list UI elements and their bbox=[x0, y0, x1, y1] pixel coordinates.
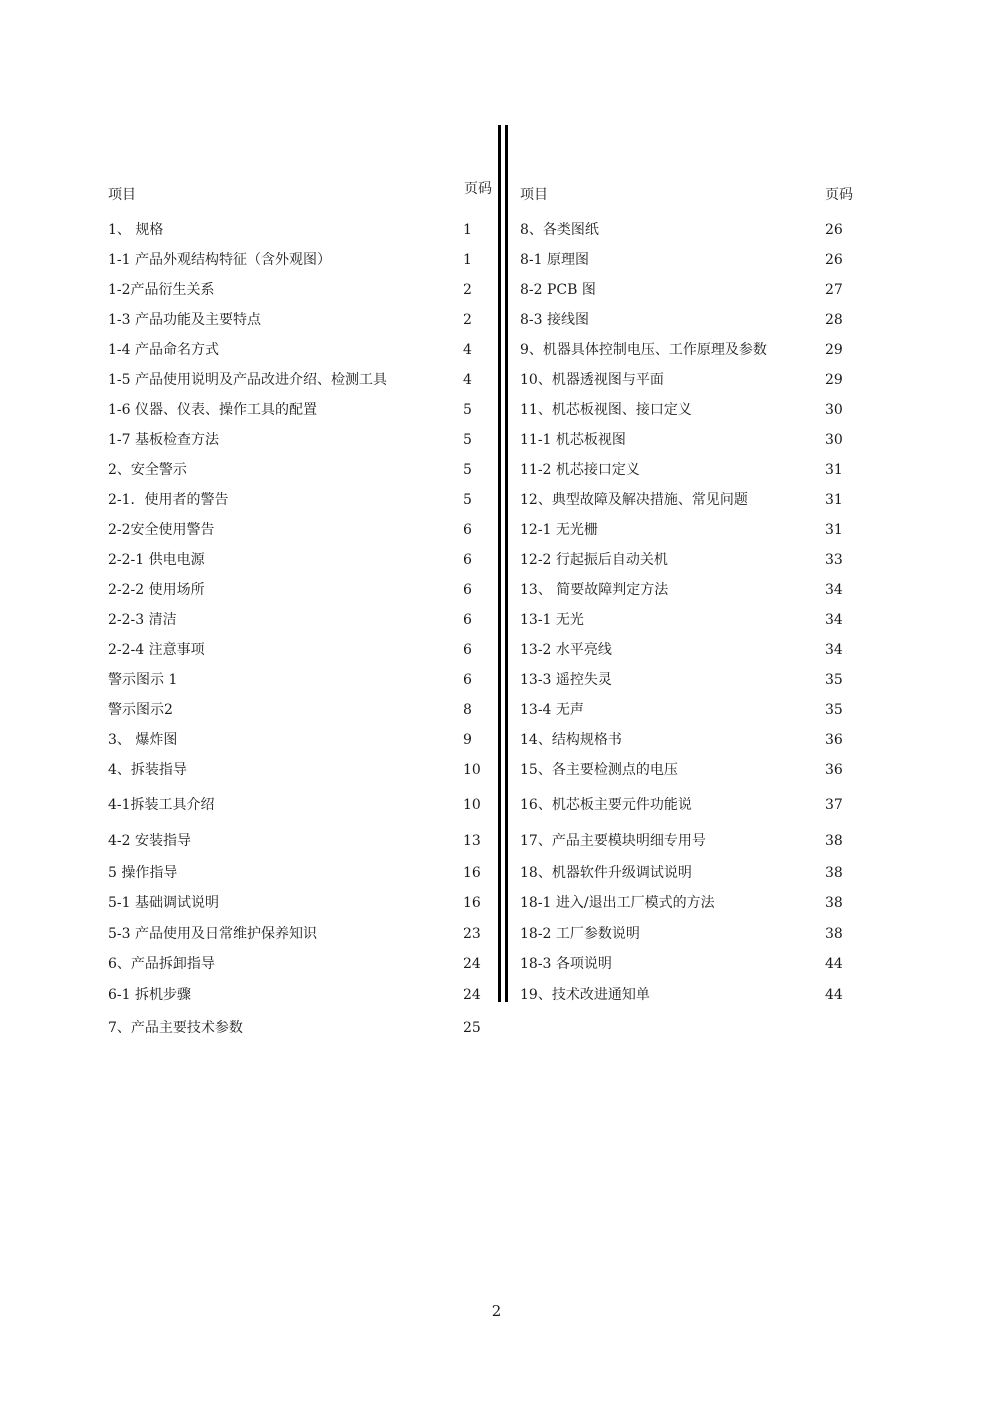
toc-entry-page: 6 bbox=[463, 552, 472, 568]
toc-entry-label: 13、 简要故障判定方法 bbox=[520, 582, 669, 598]
toc-entry-label: 11、机芯板视图、接口定义 bbox=[520, 402, 692, 418]
toc-entry bbox=[108, 369, 500, 391]
toc-entry-label: 2-1．使用者的警告 bbox=[108, 492, 229, 508]
toc-entry bbox=[520, 459, 860, 481]
toc-entry-page: 25 bbox=[463, 1020, 481, 1036]
toc-entry bbox=[108, 429, 500, 451]
toc-entry-page: 16 bbox=[463, 865, 481, 881]
toc-entry bbox=[520, 669, 860, 691]
toc-entry-page: 5 bbox=[463, 492, 472, 508]
toc-entry-page: 27 bbox=[825, 282, 843, 298]
toc-entry bbox=[108, 794, 500, 816]
toc-entry bbox=[520, 984, 860, 1006]
toc-entry-label: 2-2-4 注意事项 bbox=[108, 642, 205, 658]
toc-entry-label: 2-2-1 供电电源 bbox=[108, 552, 205, 568]
toc-entry bbox=[520, 339, 860, 361]
toc-entry-page: 5 bbox=[463, 462, 472, 478]
toc-entry-page: 38 bbox=[825, 865, 843, 881]
toc-entry-label: 8-1 原理图 bbox=[520, 252, 589, 268]
item-header: 项目 bbox=[108, 187, 136, 203]
toc-entry-label: 4、拆装指导 bbox=[108, 762, 187, 778]
toc-entry-label: 7、产品主要技术参数 bbox=[108, 1020, 243, 1036]
toc-entry bbox=[520, 519, 860, 541]
page-number: 2 bbox=[491, 1302, 502, 1320]
toc-entry-label: 1-4 产品命名方式 bbox=[108, 342, 219, 358]
toc-entry bbox=[108, 892, 500, 914]
toc-entry-page: 2 bbox=[463, 312, 472, 328]
toc-entry bbox=[108, 459, 500, 481]
toc-entry-page: 6 bbox=[463, 642, 472, 658]
toc-entry-label: 18-1 进入/退出工厂模式的方法 bbox=[520, 895, 715, 911]
toc-entry bbox=[108, 279, 500, 301]
toc-entry-page: 9 bbox=[463, 732, 472, 748]
toc-entry-page: 30 bbox=[825, 402, 843, 418]
toc-entry bbox=[108, 953, 500, 975]
toc-entry-page: 31 bbox=[825, 492, 843, 508]
toc-entry-label: 8、各类图纸 bbox=[520, 222, 599, 238]
toc-entry-label: 1-3 产品功能及主要特点 bbox=[108, 312, 261, 328]
toc-entry-label: 4-2 安装指导 bbox=[108, 833, 191, 849]
toc-entry bbox=[108, 309, 500, 331]
toc-entry-page: 34 bbox=[825, 642, 843, 658]
toc-entry-page: 44 bbox=[825, 987, 843, 1003]
toc-entry-label: 19、技术改进通知单 bbox=[520, 987, 650, 1003]
toc-entry-page: 34 bbox=[825, 582, 843, 598]
toc-entry-page: 31 bbox=[825, 522, 843, 538]
toc-entry-page: 24 bbox=[463, 956, 481, 972]
toc-entry bbox=[520, 862, 860, 884]
toc-entry-label: 18、机器软件升级调试说明 bbox=[520, 865, 692, 881]
toc-entry-label: 13-2 水平亮线 bbox=[520, 642, 612, 658]
toc-entry-page: 13 bbox=[463, 833, 481, 849]
toc-entry-label: 13-4 无声 bbox=[520, 702, 584, 718]
toc-entry-page: 10 bbox=[463, 762, 481, 778]
page-header: 页码 bbox=[825, 187, 853, 203]
toc-entry-page: 4 bbox=[463, 372, 472, 388]
toc-entry bbox=[520, 549, 860, 571]
toc-entry-page: 44 bbox=[825, 956, 843, 972]
toc-entry bbox=[108, 862, 500, 884]
toc-entry bbox=[108, 984, 500, 1006]
toc-header bbox=[520, 184, 860, 206]
toc-entry-label: 2-2-2 使用场所 bbox=[108, 582, 205, 598]
toc-entry bbox=[520, 639, 860, 661]
toc-entry-page: 37 bbox=[825, 797, 843, 813]
toc-entry-page: 6 bbox=[463, 612, 472, 628]
toc-entry-label: 9、机器具体控制电压、工作原理及参数 bbox=[520, 342, 767, 358]
toc-entry bbox=[108, 699, 500, 721]
toc-entry-page: 16 bbox=[463, 895, 481, 911]
toc-entry-label: 警示图示 1 bbox=[108, 672, 178, 688]
toc-entry bbox=[520, 489, 860, 511]
toc-entry bbox=[520, 399, 860, 421]
toc-entry-label: 18-2 工厂参数说明 bbox=[520, 926, 640, 942]
item-header: 项目 bbox=[520, 187, 548, 203]
toc-entry-page: 6 bbox=[463, 582, 472, 598]
toc-entry-label: 2-2-3 清洁 bbox=[108, 612, 177, 628]
toc-entry-label: 17、产品主要模块明细专用号 bbox=[520, 833, 706, 849]
toc-entry bbox=[108, 729, 500, 751]
toc-entry-page: 30 bbox=[825, 432, 843, 448]
toc-entry bbox=[108, 549, 500, 571]
divider-line-right bbox=[505, 125, 508, 1002]
toc-entry-label: 13-1 无光 bbox=[520, 612, 584, 628]
toc-entry-label: 15、各主要检测点的电压 bbox=[520, 762, 678, 778]
toc-entry bbox=[520, 249, 860, 271]
toc-entry-page: 2 bbox=[463, 282, 472, 298]
toc-entry bbox=[520, 923, 860, 945]
toc-entry bbox=[108, 399, 500, 421]
toc-entry-page: 26 bbox=[825, 222, 843, 238]
toc-entry bbox=[520, 429, 860, 451]
toc-entry-label: 1-6 仪器、仪表、操作工具的配置 bbox=[108, 402, 317, 418]
toc-entry-page: 6 bbox=[463, 672, 472, 688]
toc-entry-label: 12-2 行起振后自动关机 bbox=[520, 552, 668, 568]
toc-entry-page: 5 bbox=[463, 402, 472, 418]
toc-entry-page: 24 bbox=[463, 987, 481, 1003]
toc-entry bbox=[520, 219, 860, 241]
toc-entry bbox=[520, 729, 860, 751]
toc-entry-label: 1、 规格 bbox=[108, 222, 164, 238]
toc-entry-label: 12-1 无光栅 bbox=[520, 522, 598, 538]
toc-entry-label: 12、典型故障及解决措施、常见问题 bbox=[520, 492, 748, 508]
toc-entry-label: 11-1 机芯板视图 bbox=[520, 432, 626, 448]
toc-entry-label: 18-3 各项说明 bbox=[520, 956, 612, 972]
toc-entry-page: 26 bbox=[825, 252, 843, 268]
toc-entry-label: 2-2安全使用警告 bbox=[108, 522, 215, 538]
toc-entry-page: 33 bbox=[825, 552, 843, 568]
toc-entry bbox=[108, 759, 500, 781]
toc-entry-page: 35 bbox=[825, 702, 843, 718]
toc-entry-page: 36 bbox=[825, 762, 843, 778]
toc-entry-label: 1-5 产品使用说明及产品改进介绍、检测工具 bbox=[108, 372, 387, 388]
toc-entry-page: 5 bbox=[463, 432, 472, 448]
toc-header bbox=[108, 181, 500, 206]
toc-entry bbox=[108, 669, 500, 691]
toc-entry-label: 5 操作指导 bbox=[108, 865, 178, 881]
toc-entry-page: 35 bbox=[825, 672, 843, 688]
toc-entry bbox=[108, 339, 500, 361]
toc-entry-page: 36 bbox=[825, 732, 843, 748]
toc-entry-page: 1 bbox=[463, 252, 472, 268]
toc-entry-label: 8-3 接线图 bbox=[520, 312, 589, 328]
toc-entry-label: 5-1 基础调试说明 bbox=[108, 895, 219, 911]
toc-entry-label: 1-1 产品外观结构特征（含外观图） bbox=[108, 252, 331, 268]
toc-entry-label: 14、结构规格书 bbox=[520, 732, 622, 748]
toc-entry-page: 8 bbox=[463, 702, 472, 718]
toc-entry bbox=[520, 953, 860, 975]
toc-entry-page: 29 bbox=[825, 372, 843, 388]
toc-entry bbox=[108, 219, 500, 241]
toc-entry-page: 10 bbox=[463, 797, 481, 813]
toc-entry bbox=[108, 1017, 500, 1039]
toc-entry-label: 3、 爆炸图 bbox=[108, 732, 178, 748]
toc-entry-label: 2、安全警示 bbox=[108, 462, 187, 478]
toc-entry-label: 8-2 PCB 图 bbox=[520, 282, 596, 298]
page-header: 页码 bbox=[464, 181, 492, 197]
toc-entry bbox=[108, 923, 500, 945]
toc-entry-page: 4 bbox=[463, 342, 472, 358]
toc-entry-label: 5-3 产品使用及日常维护保养知识 bbox=[108, 926, 317, 942]
toc-entry-page: 23 bbox=[463, 926, 481, 942]
toc-entry-page: 28 bbox=[825, 312, 843, 328]
toc-entry bbox=[108, 579, 500, 601]
toc-entry-label: 6-1 拆机步骤 bbox=[108, 987, 191, 1003]
toc-entry bbox=[108, 830, 500, 852]
toc-entry-page: 38 bbox=[825, 926, 843, 942]
toc-entry-label: 4-1拆装工具介绍 bbox=[108, 797, 215, 813]
toc-entry bbox=[520, 892, 860, 914]
toc-entry bbox=[108, 489, 500, 511]
toc-entry-page: 38 bbox=[825, 895, 843, 911]
toc-entry-label: 10、机器透视图与平面 bbox=[520, 372, 664, 388]
toc-entry bbox=[520, 609, 860, 631]
toc-entry bbox=[520, 309, 860, 331]
toc-entry-label: 13-3 遥控失灵 bbox=[520, 672, 612, 688]
toc-entry-label: 6、产品拆卸指导 bbox=[108, 956, 215, 972]
toc-entry-label: 警示图示2 bbox=[108, 702, 173, 718]
toc-entry bbox=[520, 369, 860, 391]
toc-entry bbox=[520, 794, 860, 816]
toc-entry-page: 29 bbox=[825, 342, 843, 358]
toc-entry-page: 1 bbox=[463, 222, 472, 238]
toc-entry-page: 38 bbox=[825, 833, 843, 849]
toc-entry bbox=[108, 519, 500, 541]
toc-entry-page: 31 bbox=[825, 462, 843, 478]
toc-entry-page: 6 bbox=[463, 522, 472, 538]
toc-entry bbox=[520, 759, 860, 781]
toc-entry bbox=[520, 279, 860, 301]
toc-entry bbox=[108, 249, 500, 271]
toc-entry-label: 11-2 机芯接口定义 bbox=[520, 462, 640, 478]
toc-entry-label: 16、机芯板主要元件功能说 bbox=[520, 797, 692, 813]
toc-entry bbox=[108, 609, 500, 631]
toc-entry-label: 1-7 基板检查方法 bbox=[108, 432, 219, 448]
toc-entry bbox=[108, 639, 500, 661]
toc-entry-label: 1-2产品衍生关系 bbox=[108, 282, 215, 298]
toc-entry bbox=[520, 830, 860, 852]
toc-entry bbox=[520, 699, 860, 721]
toc-entry bbox=[520, 579, 860, 601]
toc-entry-page: 34 bbox=[825, 612, 843, 628]
